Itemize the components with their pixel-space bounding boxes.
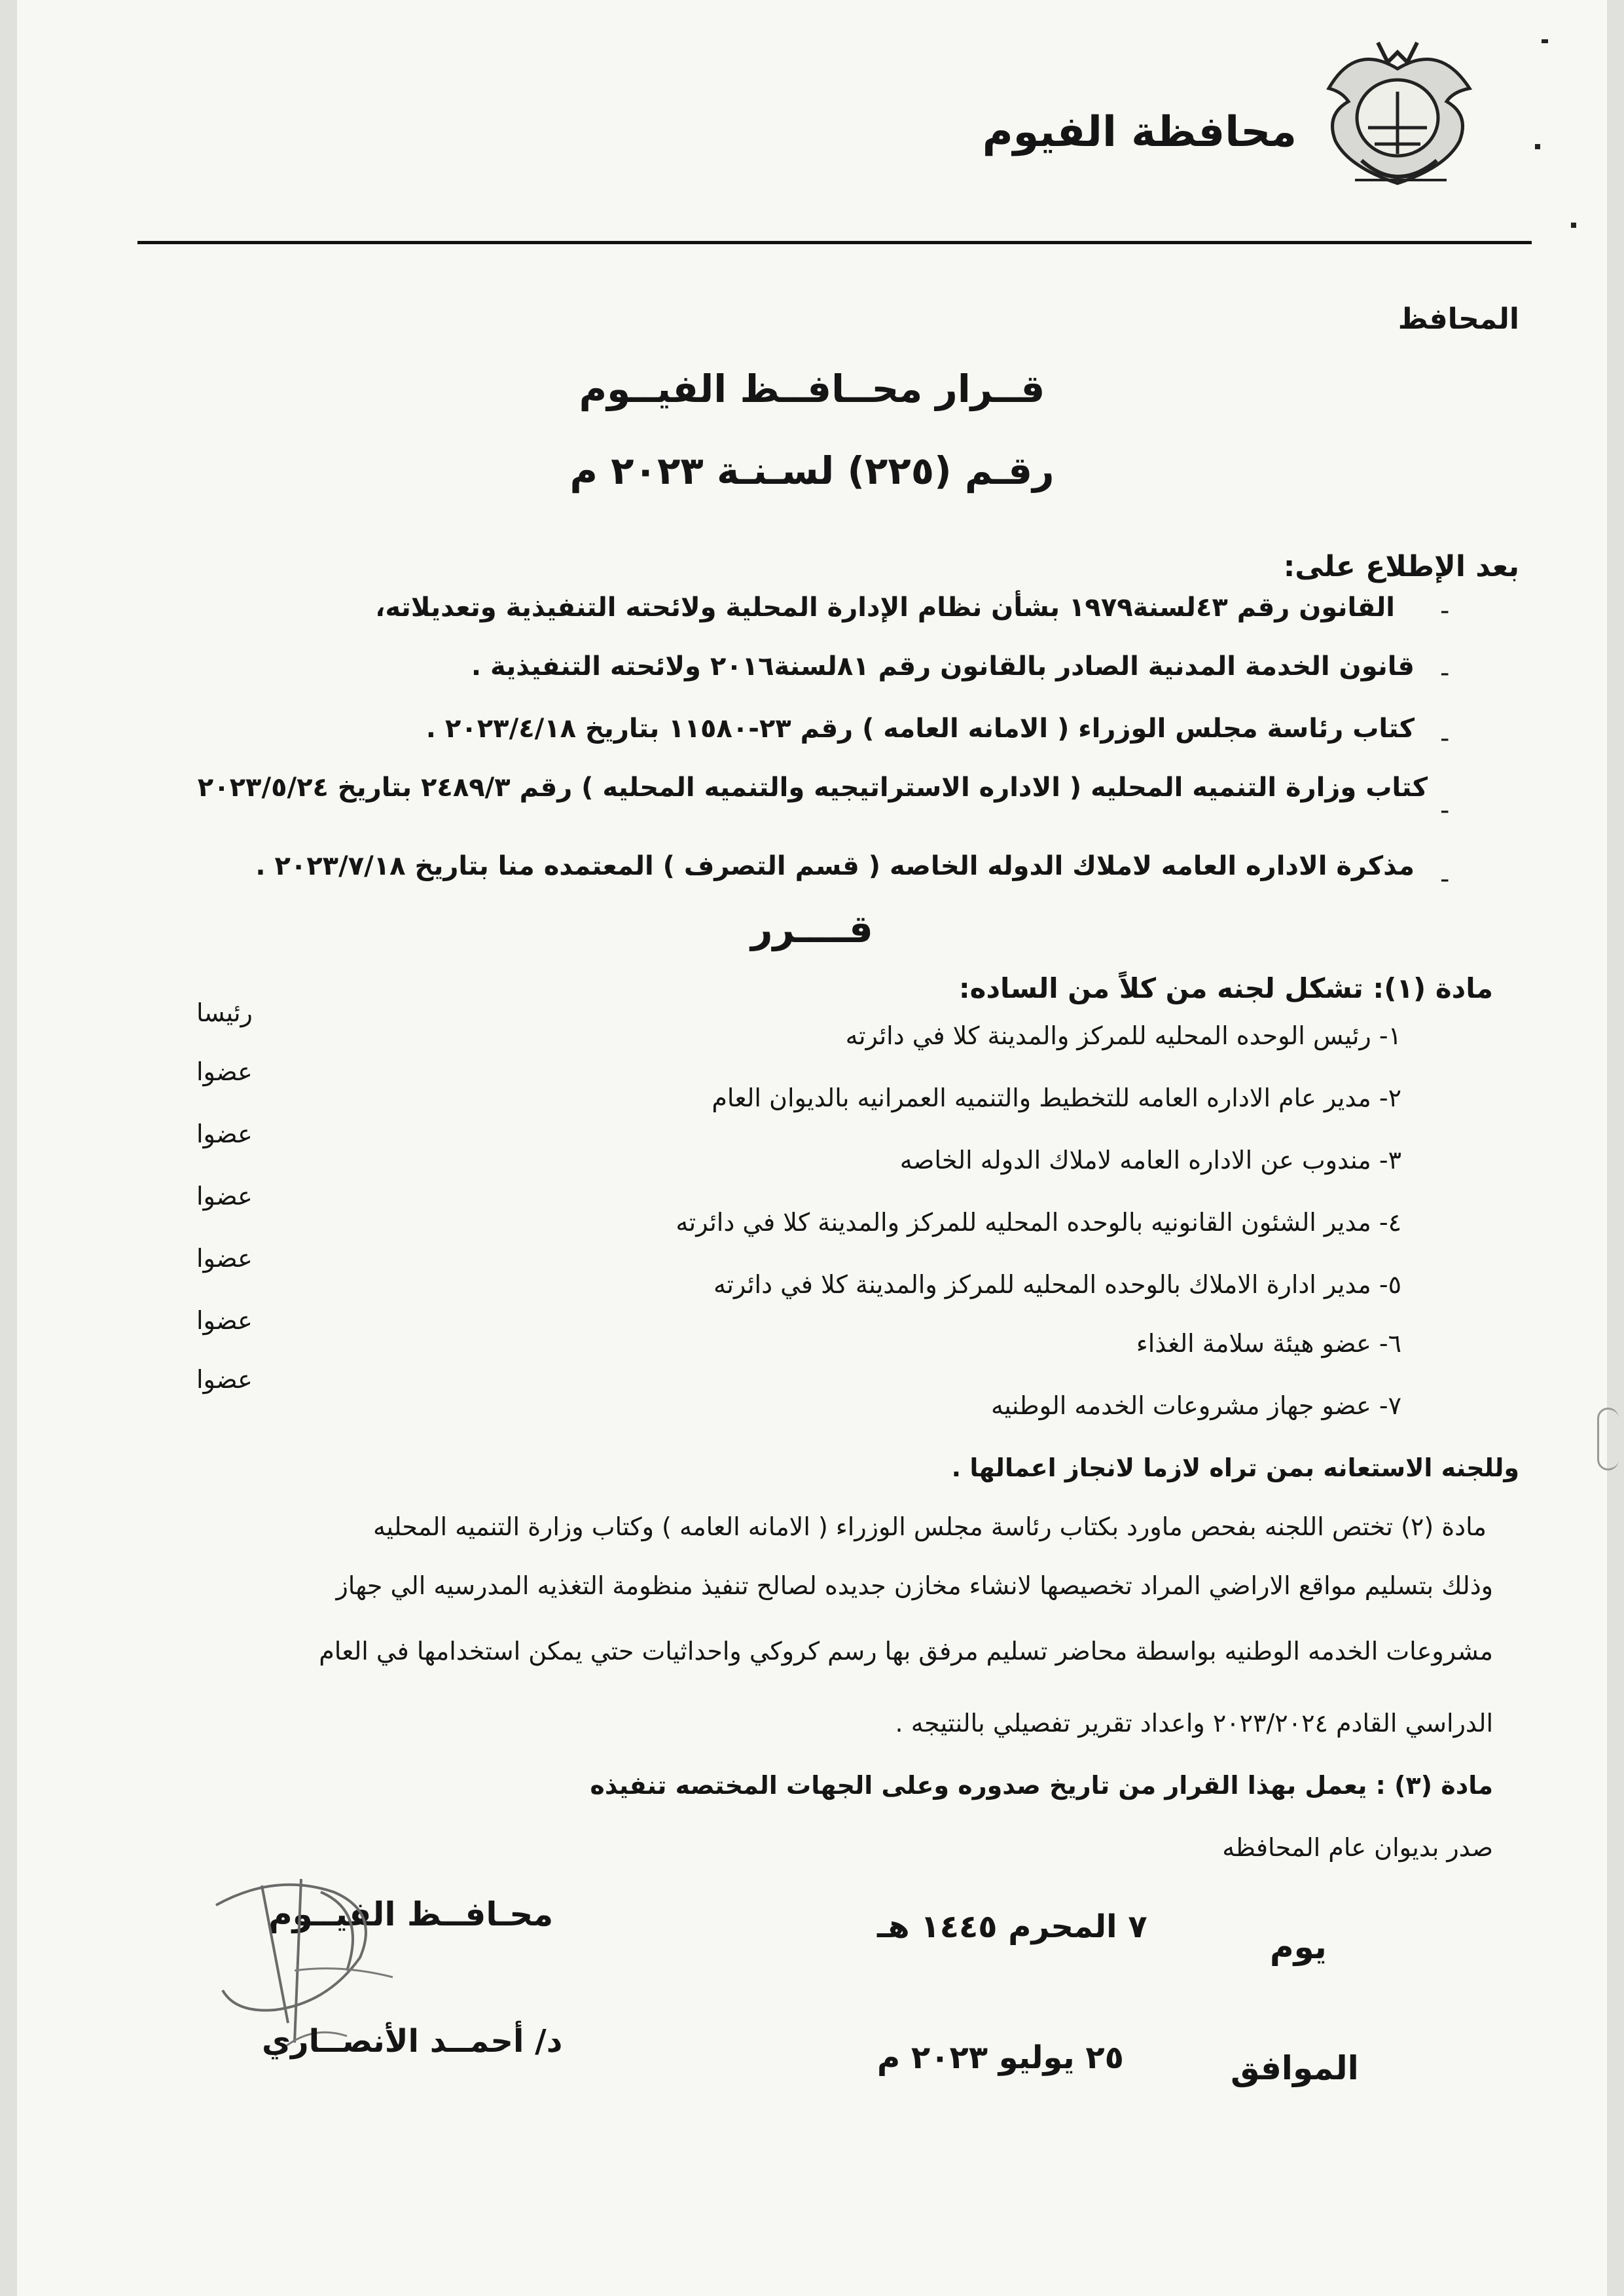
- reference-item: قانون الخدمة المدنية الصادر بالقانون رقم ٨١لسنة٢٠١٦ ولائحته التنفيذية .: [471, 651, 1415, 682]
- hijri-date: ٧ المحرم ١٤٤٥ هـ: [877, 1908, 1147, 1945]
- intro-heading: بعد الإطلاع على:: [1283, 550, 1519, 583]
- scan-speck: [1542, 39, 1548, 43]
- scan-speck: [1571, 223, 1576, 228]
- member-role: رئيسا: [196, 998, 253, 1027]
- committee-member: ٥- مدير ادارة الاملاك بالوحده المحليه للمركز والمدينة كلا في دائرته: [713, 1270, 1401, 1299]
- governorate-name: محافظة الفيوم: [982, 108, 1297, 156]
- committee-member: ٤- مدير الشئون القانونيه بالوحده المحليه للمركز والمدينة كلا في دائرته: [676, 1208, 1401, 1237]
- reference-item: كتاب وزارة التنميه المحليه ( الاداره الاستراتيجيه والتنميه المحليه ) رقم ٢٤٨٩/٣ بتاريخ ٢٠٢٣/٥/٢٤: [197, 773, 1428, 803]
- signatory-title: محـافــظ الفيــوم: [268, 1895, 554, 1933]
- bullet-dash: -: [1440, 795, 1450, 826]
- signatory-name: د/ أحمــد الأنصــاري: [262, 2023, 563, 2060]
- member-role: عضوا: [196, 1244, 253, 1273]
- member-role: عضوا: [196, 1365, 253, 1394]
- issued-at: صدر بديوان عام المحافظه: [1222, 1833, 1493, 1862]
- committee-member: ٢- مدير عام الاداره العامه للتخطيط والتنميه العمرانيه بالديوان العام: [712, 1084, 1401, 1112]
- article-2-line: مشروعات الخدمه الوطنيه بواسطة محاضر تسليم مرفق بها رسم كروكي واحداثيات حتي يمكن استخدامها في العام: [319, 1637, 1493, 1666]
- member-role: عضوا: [196, 1057, 253, 1086]
- article-1-heading: مادة (١): تشكل لجنه من كلاً من الساده:: [958, 972, 1493, 1004]
- committee-member: ٦- عضو هيئة سلامة الغذاء: [1136, 1329, 1401, 1358]
- reference-item: مذكرة الاداره العامه لاملاك الدوله الخاصه ( قسم التصرف ) المعتمده منا بتاريخ ٢٠٢٣/٧/١٨ .: [255, 851, 1415, 881]
- day-label: يوم: [1270, 1928, 1327, 1966]
- bullet-dash: -: [1440, 864, 1450, 894]
- left-scan-edge: [0, 0, 17, 2296]
- scan-speck: [1535, 144, 1540, 149]
- bullet-dash: -: [1440, 596, 1450, 626]
- member-role: عضوا: [196, 1306, 253, 1335]
- header-divider: [137, 241, 1532, 244]
- committee-member: ٣- مندوب عن الاداره العامه لاملاك الدوله الخاصه: [899, 1146, 1401, 1175]
- decision-title: قــرار محــافــظ الفيــوم: [579, 367, 1045, 411]
- article-3: مادة (٣) : يعمل بهذا القرار من تاريخ صدوره وعلى الجهات المختصه تنفيذه: [590, 1771, 1493, 1800]
- member-role: عضوا: [196, 1182, 253, 1211]
- committee-member: ٧- عضو جهاز مشروعات الخدمه الوطنيه: [991, 1391, 1401, 1420]
- office-label: المحافظ: [1398, 302, 1519, 336]
- article-2-line: مادة (٢) تختص اللجنه بفحص ماورد بكتاب رئاسة مجلس الوزراء ( الامانه العامه ) وكتاب وزارة التنميه المحليه: [373, 1512, 1487, 1541]
- assistance-clause: وللجنه الاستعانه بمن تراه لازما لانجاز اعمالها .: [951, 1453, 1519, 1482]
- gregorian-date: ٢٥ يوليو ٢٠٢٣ م: [877, 2039, 1124, 2076]
- article-2-line: وذلك بتسليم مواقع الاراضي المراد تخصيصها لانشاء مخازن جديده لصالح تنفيذ منظومة التغذيه المدرسيه الي جهاز: [336, 1571, 1493, 1600]
- bullet-dash: -: [1440, 723, 1450, 754]
- governorate-emblem: [1316, 29, 1479, 200]
- article-2-line: الدراسي القادم ٢٠٢٣/٢٠٢٤ واعداد تقرير تفصيلي بالنتيجه .: [895, 1709, 1493, 1738]
- reference-item: كتاب رئاسة مجلس الوزراء ( الامانه العامه ) رقم ٢٣-١١٥٨٠ بتاريخ ٢٠٢٣/٤/١٨ .: [425, 714, 1415, 744]
- reference-item: القانون رقم ٤٣لسنة١٩٧٩ بشأن نظام الإدارة المحلية ولائحته التنفيذية وتعديلاته،: [375, 592, 1395, 623]
- decision-number: رقـم (٢٢٥) لسـنـة ٢٠٢٣ م: [569, 448, 1055, 493]
- committee-member: ١- رئيس الوحده المحليه للمركز والمدينة كلا في دائرته: [845, 1021, 1401, 1050]
- member-role: عضوا: [196, 1120, 253, 1148]
- decided-heading: قــــرر: [751, 907, 873, 951]
- punch-hole-mark: [1597, 1408, 1619, 1470]
- bullet-dash: -: [1440, 658, 1450, 688]
- gregorian-label: الموافق: [1231, 2049, 1359, 2087]
- right-scan-edge: [1607, 0, 1624, 2296]
